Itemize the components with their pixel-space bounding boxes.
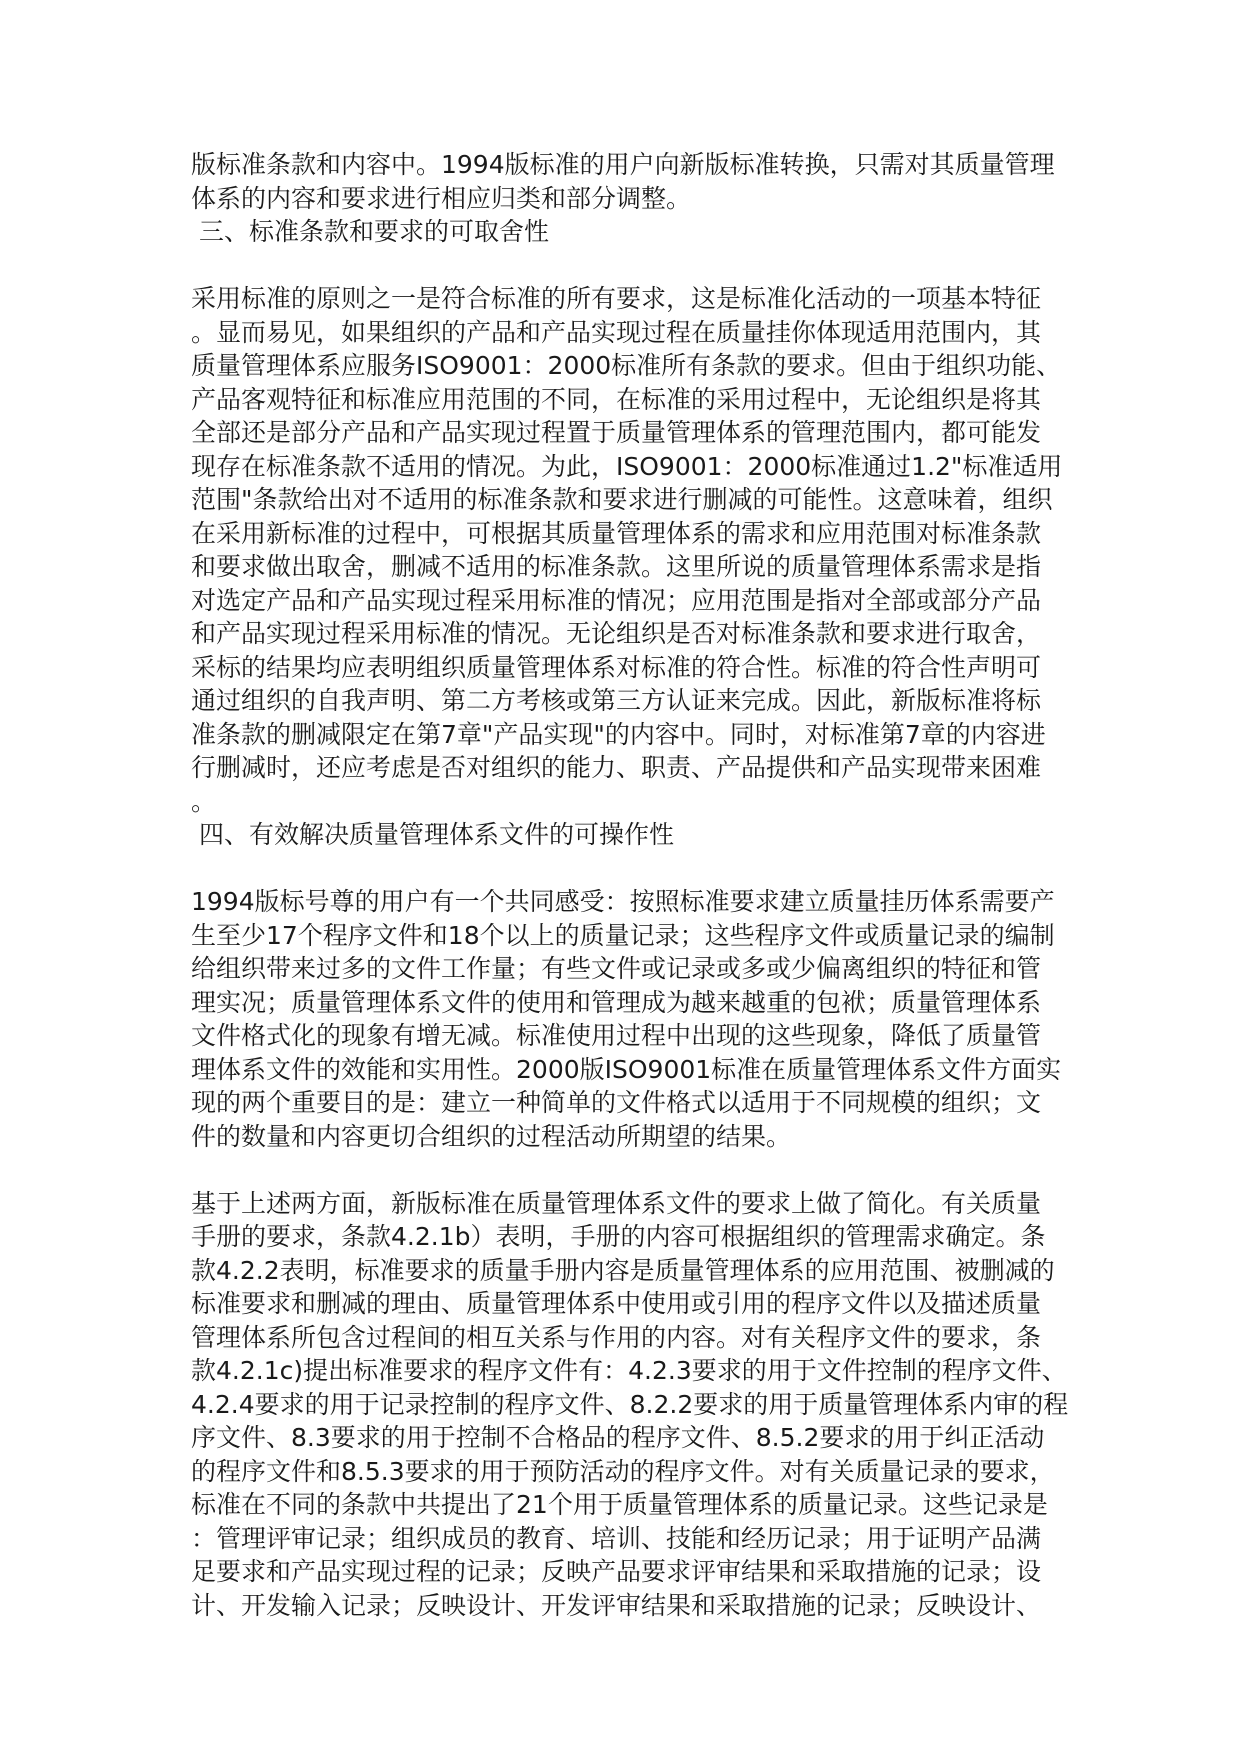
text-line: 采用标准的原则之一是符合标准的所有要求，这是标准化活动的一项基本特征: [191, 284, 1042, 313]
text-line: 全部还是部分产品和产品实现过程置于质量管理体系的管理范围内，都可能发: [191, 418, 1042, 447]
text-line: 基于上述两方面，新版标准在质量管理体系文件的要求上做了简化。有关质量: [191, 1188, 1042, 1218]
text-line: 和要求做出取舍，删减不适用的标准条款。这里所说的质量管理体系需求是指: [191, 552, 1042, 581]
text-line: 生至少17个程序文件和18个以上的质量记录；这些程序文件或质量记录的编制: [191, 920, 1055, 950]
text-line: 1994版标号尊的用户有一个共同感受：按照标准要求建立质量挂历体系需要产: [191, 887, 1055, 916]
text-line: 范围"条款给出对不适用的标准条款和要求进行删减的可能性。这意味着，组织: [191, 485, 1053, 514]
text-line: 款4.2.2表明，标准要求的质量手册内容是质量管理体系的应用范围、被删减的: [191, 1255, 1055, 1285]
paragraph-section-4a: [191, 885, 1071, 1153]
text-line: 采标的结果均应表明组织质量管理体系对标准的符合性。标准的符合性声明可: [191, 652, 1042, 682]
document-body: [191, 148, 1071, 1622]
text-line: 产品客观特征和标准应用范围的不同，在标准的采用过程中，无论组织是将其: [191, 384, 1042, 414]
text-line: 质量管理体系应服务ISO9001：2000标准所有条款的要求。但由于组织功能、: [191, 351, 1062, 380]
paragraph-intro: [191, 148, 1071, 215]
text-line: 版标准条款和内容中。1994版标准的用户向新版标准转换，只需对其质量管理: [191, 150, 1055, 179]
text-line: 件的数量和内容更切合组织的过程活动所期望的结果。: [191, 1121, 792, 1151]
text-line: 给组织带来过多的文件工作量；有些文件或记录或多或少偏离组织的特征和管: [191, 954, 1042, 983]
text-line: 序文件、8.3要求的用于控制不合格品的程序文件、8.5.2要求的用于纠正活动: [191, 1423, 1045, 1452]
text-line: 文件格式化的现象有增无减。标准使用过程中出现的这些现象，降低了质量管: [191, 1021, 1042, 1050]
text-line: 标准在不同的条款中共提出了21个用于质量管理体系的质量记录。这些记录是: [191, 1490, 1048, 1519]
text-line: 标准要求和删减的理由、质量管理体系中使用或引用的程序文件以及描述质量: [191, 1289, 1042, 1318]
text-line: 计、开发输入记录；反映设计、开发评审结果和采取措施的记录；反映设计、: [191, 1590, 1042, 1620]
text-line: 体系的内容和要求进行相应归类和部分调整。: [191, 183, 692, 213]
paragraph-spacer: [191, 249, 1071, 283]
text-line: 准条款的删减限定在第7章"产品实现"的内容中。同时，对标准第7章的内容进: [191, 719, 1046, 749]
text-line: 足要求和产品实现过程的记录；反映产品要求评审结果和采取措施的记录；设: [191, 1557, 1042, 1586]
paragraph-spacer: [191, 852, 1071, 886]
text-line: 管理体系所包含过程间的相互关系与作用的内容。对有关程序文件的要求，条: [191, 1322, 1042, 1352]
text-line: 4.2.4要求的用于记录控制的程序文件、8.2.2要求的用于质量管理体系内审的程: [191, 1389, 1069, 1419]
text-line: 行删减时，还应考虑是否对组织的能力、职责、产品提供和产品实现带来困难: [191, 753, 1042, 782]
text-line: 。显而易见，如果组织的产品和产品实现过程在质量挂你体现适用范围内，其: [191, 317, 1042, 347]
text-line: 手册的要求，条款4.2.1b）表明，手册的内容可根据组织的管理需求确定。条: [191, 1222, 1046, 1251]
text-line: 。: [191, 786, 217, 816]
text-line: 现存在标准条款不适用的情况。为此，ISO9001：2000标准通过1.2"标准适用: [191, 451, 1063, 481]
text-line: 理实况；质量管理体系文件的使用和管理成为越来越重的包袱；质量管理体系: [191, 987, 1042, 1017]
text-line: 在采用新标准的过程中，可根据其质量管理体系的需求和应用范围对标准条款: [191, 518, 1042, 548]
text-line: 通过组织的自我声明、第二方考核或第三方认证来完成。因此，新版标准将标: [191, 686, 1042, 715]
text-line: 现的两个重要目的是：建立一种简单的文件格式以适用于不同规模的组织；文: [191, 1088, 1042, 1117]
text-line: 理体系文件的效能和实用性。2000版ISO9001标准在质量管理体系文件方面实: [191, 1054, 1062, 1084]
paragraph-section-3: [191, 282, 1071, 818]
text-line: 的程序文件和8.5.3要求的用于预防活动的程序文件。对有关质量记录的要求，: [191, 1456, 1055, 1486]
text-line: 对选定产品和产品实现过程采用标准的情况；应用范围是指对全部或部分产品: [191, 585, 1042, 615]
paragraph-section-4b: [191, 1187, 1071, 1623]
section-heading-4: 四、有效解决质量管理体系文件的可操作性: [199, 820, 675, 849]
text-line: 和产品实现过程采用标准的情况。无论组织是否对标准条款和要求进行取舍，: [191, 619, 1042, 648]
text-line: 款4.2.1c)提出标准要求的程序文件有：4.2.3要求的用于文件控制的程序文件、: [191, 1356, 1067, 1385]
text-line: ：管理评审记录；组织成员的教育、培训、技能和经历记录；用于证明产品满: [191, 1523, 1042, 1553]
section-heading-3: 三、标准条款和要求的可取舍性: [199, 217, 550, 246]
paragraph-spacer: [191, 1153, 1071, 1187]
